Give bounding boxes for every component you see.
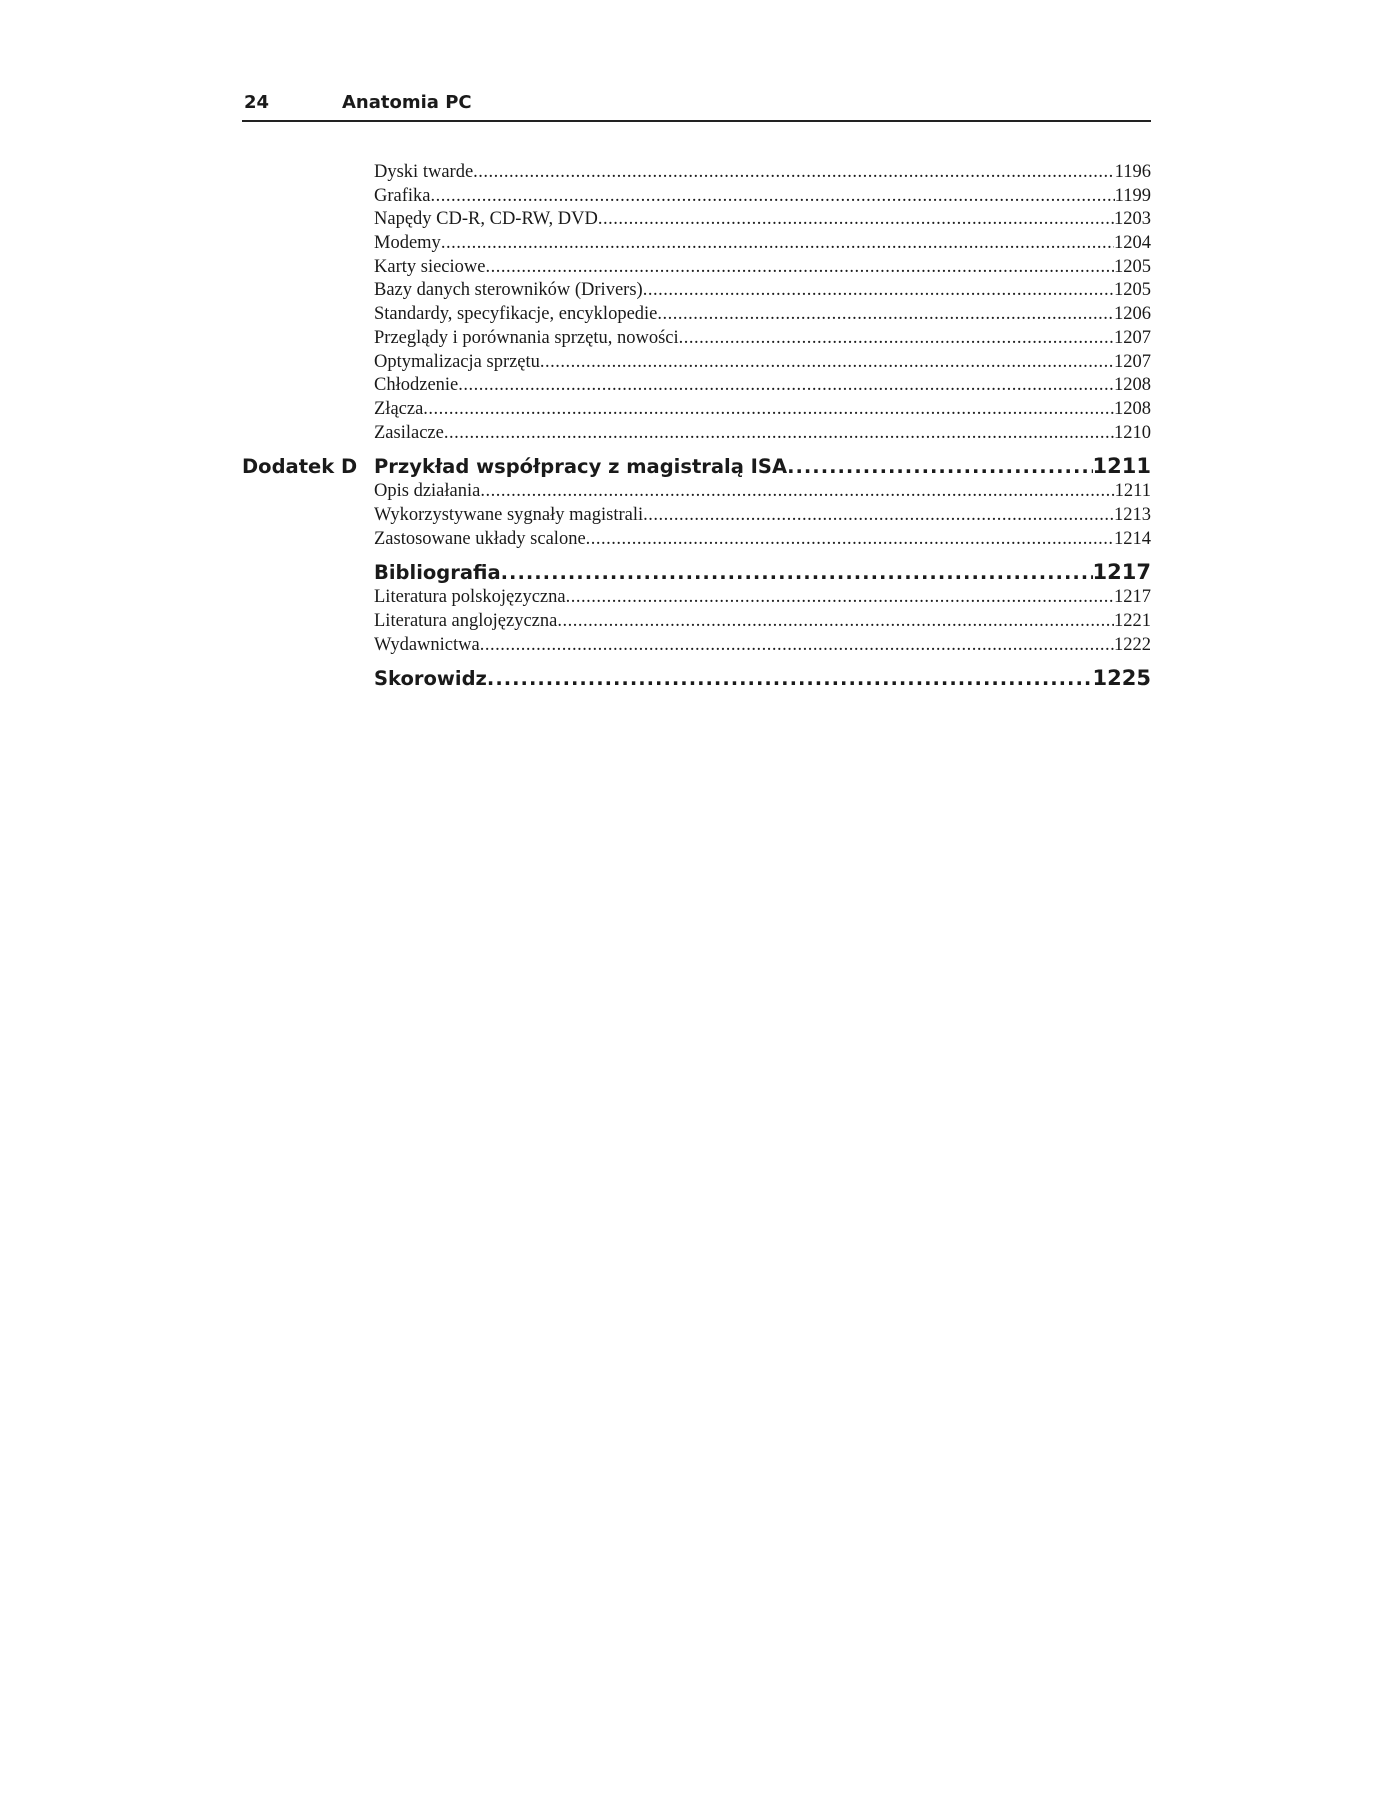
toc-entry-title: Dyski twarde xyxy=(374,162,474,182)
toc-entry-page: 1206 xyxy=(1114,304,1151,325)
toc-entry-page: 1213 xyxy=(1114,504,1151,525)
toc-entry[interactable] xyxy=(374,327,1151,351)
toc-entry-page: 1211 xyxy=(1114,481,1151,502)
dot-leader xyxy=(501,559,1093,586)
dot-leader xyxy=(586,528,1114,552)
toc-entry[interactable] xyxy=(374,161,1151,185)
toc-entry-title: Wydawnictwa xyxy=(374,634,480,655)
dot-leader xyxy=(458,374,1114,398)
dot-leader xyxy=(480,634,1114,658)
toc-entry-title: Wykorzystywane sygnały magistrali xyxy=(374,504,644,525)
toc-entry-title: Grafika xyxy=(374,185,431,206)
toc-entry-page: 1196 xyxy=(1114,162,1151,182)
toc-entry-title: Złącza xyxy=(374,398,424,419)
dot-leader xyxy=(657,303,1114,327)
page-number: 24 xyxy=(244,92,270,113)
toc-entry-title: Standardy, specyfikacje, encyklopedie xyxy=(374,304,658,325)
toc-entry-page: 1210 xyxy=(1114,422,1151,443)
toc-entry[interactable] xyxy=(374,586,1151,610)
dot-leader xyxy=(431,185,1115,209)
toc-entry-title: Chłodzenie xyxy=(374,375,459,396)
book-title: Anatomia PC xyxy=(342,92,472,113)
toc-entry[interactable] xyxy=(374,279,1151,303)
toc-chapter-bibliography[interactable] xyxy=(242,559,1151,586)
toc-entry-title: Bazy danych sterowników (Drivers) xyxy=(374,280,643,301)
toc-entry[interactable] xyxy=(374,232,1151,256)
toc-entry[interactable] xyxy=(374,351,1151,375)
toc-entry-title: Optymalizacja sprzętu xyxy=(374,351,540,372)
toc-entry[interactable] xyxy=(374,208,1151,232)
toc-entry-page: 1208 xyxy=(1114,375,1151,396)
toc-entry-page: 1199 xyxy=(1114,185,1151,206)
dot-leader xyxy=(679,327,1114,351)
dot-leader xyxy=(598,208,1114,232)
toc-entry[interactable] xyxy=(374,398,1151,422)
toc-entry-page: 1205 xyxy=(1114,256,1151,277)
chapter-title: Przykład współpracy z magistralą ISA xyxy=(374,455,788,479)
dot-leader xyxy=(787,453,1092,480)
running-header xyxy=(242,90,1151,122)
dot-leader xyxy=(423,398,1114,422)
toc-chapter-index[interactable] xyxy=(242,665,1151,692)
toc-entry[interactable] xyxy=(374,303,1151,327)
toc-entry[interactable] xyxy=(374,634,1151,658)
toc-entry[interactable] xyxy=(374,256,1151,280)
dot-leader xyxy=(444,422,1114,446)
chapter-page: 1225 xyxy=(1092,666,1151,691)
toc-entry[interactable] xyxy=(374,504,1151,528)
toc-entry[interactable] xyxy=(374,185,1151,209)
toc-entry[interactable] xyxy=(374,610,1151,634)
toc-entry-page: 1207 xyxy=(1114,327,1151,348)
toc-entry-title: Literatura polskojęzyczna xyxy=(374,587,566,608)
toc-entry[interactable] xyxy=(374,422,1151,446)
toc-entry-title: Zastosowane układy scalone xyxy=(374,528,586,549)
toc-entry-title: Karty sieciowe xyxy=(374,256,486,277)
toc-entry-page: 1205 xyxy=(1114,280,1151,301)
chapter-page: 1217 xyxy=(1092,560,1151,585)
dot-leader xyxy=(487,665,1093,692)
toc-entry[interactable] xyxy=(374,480,1151,504)
toc-entry-title: Opis działania xyxy=(374,481,481,502)
chapter-title: Bibliografia xyxy=(374,561,501,585)
toc-entry-page: 1214 xyxy=(1114,528,1151,549)
dot-leader xyxy=(566,586,1114,610)
toc-entry-title: Modemy xyxy=(374,233,441,254)
toc-entry[interactable] xyxy=(374,374,1151,398)
dot-leader xyxy=(557,610,1114,634)
toc-entry-title: Przeglądy i porównania sprzętu, nowości xyxy=(374,327,679,348)
dot-leader xyxy=(540,351,1114,375)
chapter-title: Skorowidz xyxy=(374,667,487,691)
toc-entry-page: 1222 xyxy=(1114,634,1151,655)
dot-leader xyxy=(473,161,1115,185)
toc-entry-title: Napędy CD-R, CD-RW, DVD xyxy=(374,209,598,230)
toc-entry-page: 1207 xyxy=(1114,351,1151,372)
toc-entry-title: Zasilacze xyxy=(374,422,444,443)
toc-entry-title: Literatura anglojęzyczna xyxy=(374,611,558,631)
dot-leader xyxy=(485,256,1114,280)
dot-leader xyxy=(643,279,1114,303)
toc-entry[interactable] xyxy=(374,528,1151,552)
table-of-contents xyxy=(242,161,1151,692)
toc-chapter-appendix-d[interactable] xyxy=(242,453,1151,480)
chapter-page: 1211 xyxy=(1092,454,1151,479)
toc-entry-page: 1208 xyxy=(1114,398,1151,419)
toc-entry-page: 1221 xyxy=(1114,611,1151,631)
toc-entry-page: 1203 xyxy=(1114,209,1151,230)
toc-entry-page: 1217 xyxy=(1114,587,1151,608)
toc-entry-page: 1204 xyxy=(1114,233,1151,254)
dot-leader xyxy=(441,232,1114,256)
chapter-label: Dodatek D xyxy=(242,455,358,479)
dot-leader xyxy=(643,504,1114,528)
dot-leader xyxy=(480,480,1114,504)
